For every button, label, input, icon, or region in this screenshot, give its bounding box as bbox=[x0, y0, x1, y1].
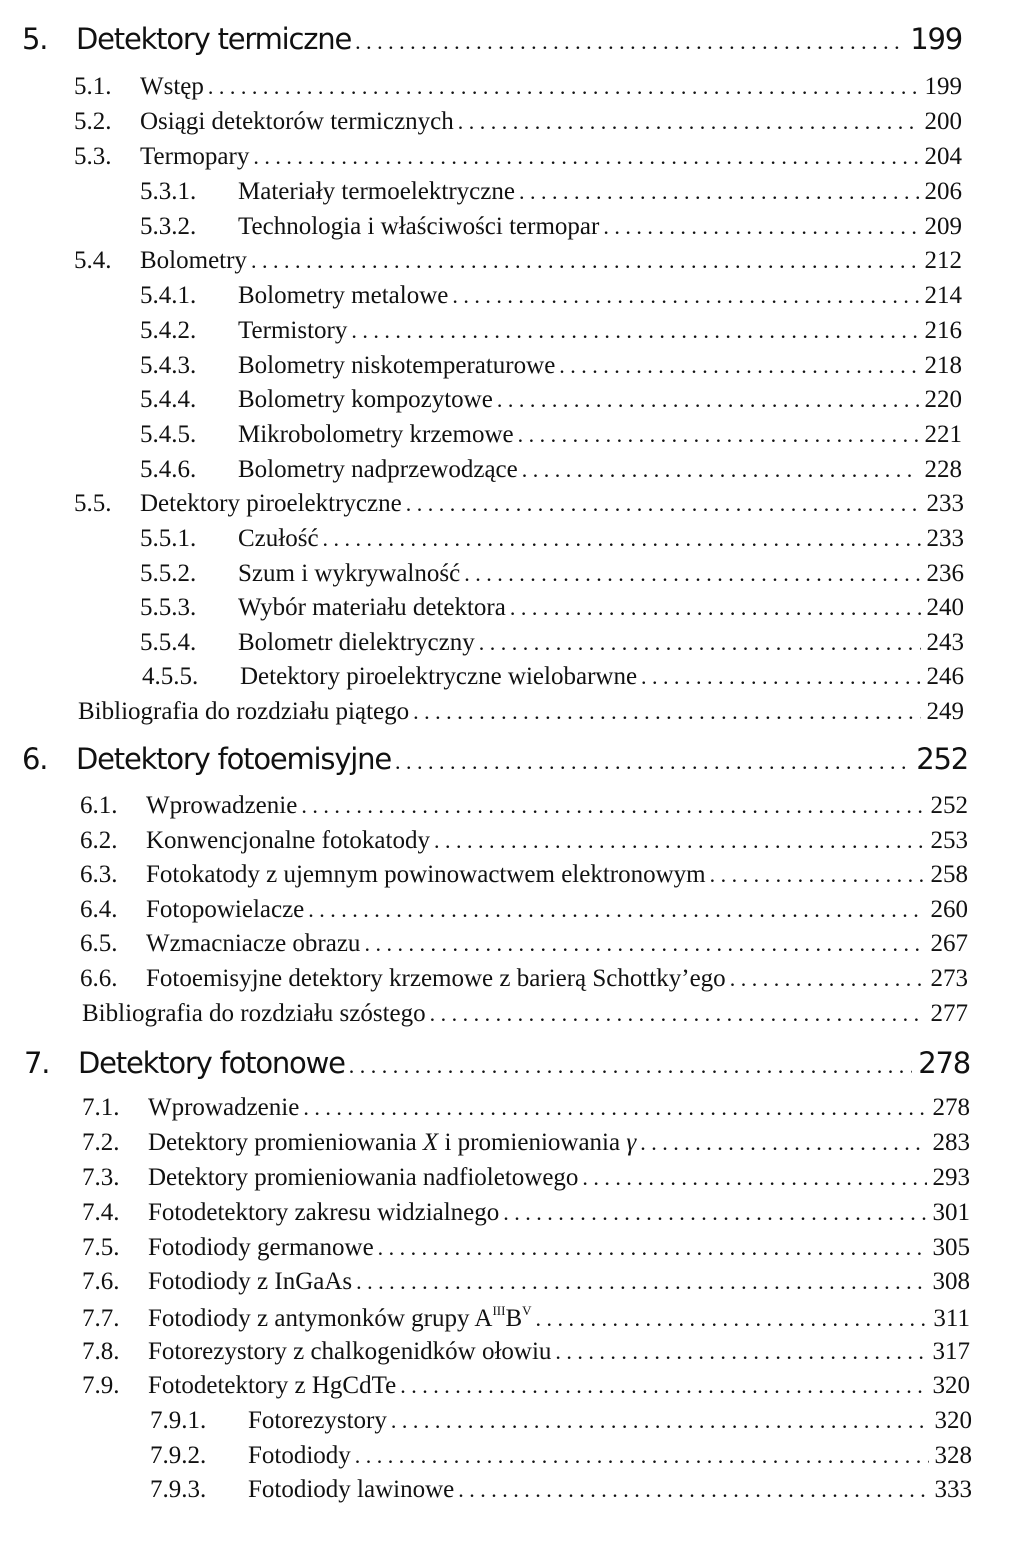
dot-leader bbox=[364, 930, 924, 958]
chapter-page: 199 bbox=[910, 22, 962, 56]
dot-leader bbox=[640, 1129, 926, 1157]
chapter-title: Detektory fotoemisyjne bbox=[76, 742, 391, 776]
entry-title: Fotorezystory z chalkogenidków ołowiu bbox=[148, 1338, 552, 1365]
toc-entry[interactable] bbox=[74, 73, 962, 101]
entry-number: 5.5. bbox=[74, 490, 112, 517]
toc-entry[interactable] bbox=[80, 896, 968, 924]
dot-leader bbox=[503, 1199, 926, 1227]
toc-entry[interactable] bbox=[74, 143, 962, 171]
entry-title: Wzmacniacze obrazu bbox=[146, 930, 361, 957]
dot-leader bbox=[301, 792, 924, 820]
entry-number: 5.1. bbox=[74, 73, 112, 100]
entry-page: 233 bbox=[926, 525, 964, 552]
toc-entry[interactable] bbox=[140, 178, 962, 206]
entry-page: 218 bbox=[924, 352, 962, 379]
title-symbol-gamma: γ bbox=[626, 1129, 637, 1156]
entry-page: 249 bbox=[926, 698, 964, 725]
dot-leader bbox=[710, 861, 925, 889]
toc-entry[interactable] bbox=[140, 456, 962, 484]
entry-title bbox=[148, 1129, 636, 1157]
entry-page: 236 bbox=[926, 560, 964, 587]
entry-title: Fotoemisyjne detektory krzemowe z barierą Schottky’ego bbox=[146, 965, 726, 992]
toc-entry[interactable] bbox=[82, 1164, 970, 1192]
entry-page: 320 bbox=[932, 1372, 970, 1399]
entry-title: Termistory bbox=[238, 317, 348, 344]
entry-number: 5.3.2. bbox=[140, 213, 197, 240]
entry-title: Fotopowielacze bbox=[146, 896, 305, 923]
entry-page: 333 bbox=[934, 1476, 972, 1503]
chapter-page: 252 bbox=[916, 742, 968, 776]
entry-number: 5.5.3. bbox=[140, 594, 197, 621]
entry-title: Bolometr dielektryczny bbox=[238, 629, 475, 656]
entry-page: 311 bbox=[933, 1305, 970, 1332]
chapter-title: Detektory termiczne bbox=[76, 22, 352, 56]
entry-number: 5.4.5. bbox=[140, 421, 197, 448]
entry-number: 5.5.2. bbox=[140, 560, 197, 587]
entry-number: 5.2. bbox=[74, 108, 112, 135]
dot-leader bbox=[479, 629, 921, 657]
toc-entry[interactable] bbox=[82, 1372, 970, 1400]
entry-number: 7.9.3. bbox=[150, 1476, 207, 1503]
dot-leader bbox=[555, 1338, 926, 1366]
entry-title: Bibliografia do rozdziału piątego bbox=[78, 698, 410, 725]
toc-entry[interactable] bbox=[74, 247, 962, 275]
entry-title bbox=[148, 1303, 532, 1333]
entry-page: 320 bbox=[934, 1407, 972, 1434]
entry-page: 233 bbox=[926, 490, 964, 517]
dot-leader bbox=[518, 421, 919, 449]
toc-entry[interactable] bbox=[140, 282, 962, 310]
dot-leader bbox=[400, 1372, 926, 1400]
chapter-number: 5. bbox=[22, 22, 48, 56]
toc-entry[interactable] bbox=[80, 861, 968, 889]
entry-title: Wprowadzenie bbox=[148, 1094, 300, 1121]
entry-number: 5.4.3. bbox=[140, 352, 197, 379]
entry-page: 277 bbox=[930, 1000, 968, 1027]
toc-entry[interactable] bbox=[150, 1407, 972, 1435]
entry-number: 6.4. bbox=[80, 896, 118, 923]
entry-title: Fotorezystory bbox=[248, 1407, 387, 1434]
entry-title: Konwencjonalne fotokatody bbox=[146, 827, 430, 854]
toc-entry[interactable] bbox=[150, 1476, 972, 1504]
entry-title: Bolometry metalowe bbox=[238, 282, 449, 309]
dot-leader bbox=[641, 663, 920, 691]
dot-leader bbox=[349, 1046, 912, 1080]
dot-leader bbox=[510, 594, 921, 622]
superscript: V bbox=[522, 1303, 532, 1318]
toc-chapter-6[interactable] bbox=[22, 742, 968, 776]
title-part: i promieniowania bbox=[438, 1129, 627, 1156]
entry-number: 7.9.2. bbox=[150, 1442, 207, 1469]
toc-entry[interactable] bbox=[82, 1129, 970, 1157]
entry-number: 4.5.5. bbox=[142, 663, 199, 690]
entry-number: 5.5.1. bbox=[140, 525, 197, 552]
entry-title: Bolometry kompozytowe bbox=[238, 386, 493, 413]
entry-page: 216 bbox=[924, 317, 962, 344]
dot-leader bbox=[430, 1000, 925, 1028]
dot-leader bbox=[355, 22, 904, 56]
entry-number: 5.3. bbox=[74, 143, 112, 170]
dot-leader bbox=[730, 965, 925, 993]
entry-title: Bolometry nadprzewodzące bbox=[238, 456, 518, 483]
entry-number: 7.9.1. bbox=[150, 1407, 207, 1434]
dot-leader bbox=[434, 827, 925, 855]
toc-entry[interactable] bbox=[140, 317, 962, 345]
entry-title: Fotodiody lawinowe bbox=[248, 1476, 455, 1503]
dot-leader bbox=[582, 1164, 926, 1192]
toc-chapter-5[interactable] bbox=[22, 22, 962, 56]
dot-leader bbox=[323, 525, 921, 553]
superscript: III bbox=[492, 1303, 506, 1318]
entry-page: 200 bbox=[924, 108, 962, 135]
dot-leader bbox=[497, 386, 919, 414]
entry-page: 328 bbox=[934, 1442, 972, 1469]
entry-title: Osiągi detektorów termicznych bbox=[140, 108, 454, 135]
entry-number: 7.6. bbox=[82, 1268, 120, 1295]
entry-page: 253 bbox=[930, 827, 968, 854]
chapter-number: 6. bbox=[22, 742, 48, 776]
entry-number: 5.4.1. bbox=[140, 282, 197, 309]
dot-leader bbox=[406, 490, 921, 518]
toc-entry[interactable] bbox=[74, 490, 964, 518]
entry-number: 7.4. bbox=[82, 1199, 120, 1226]
entry-page: 260 bbox=[930, 896, 968, 923]
entry-page: 204 bbox=[924, 143, 962, 170]
toc-entry[interactable] bbox=[140, 386, 962, 414]
entry-page: 209 bbox=[924, 213, 962, 240]
toc-entry[interactable] bbox=[82, 1199, 970, 1227]
toc-entry[interactable] bbox=[140, 629, 964, 657]
entry-title: Bibliografia do rozdziału szóstego bbox=[82, 1000, 426, 1027]
dot-leader bbox=[391, 1407, 929, 1435]
entry-page: 293 bbox=[932, 1164, 970, 1191]
entry-number: 6.5. bbox=[80, 930, 118, 957]
chapter-title: Detektory fotonowe bbox=[78, 1046, 345, 1080]
dot-leader bbox=[351, 317, 918, 345]
dot-leader bbox=[356, 1268, 926, 1296]
dot-leader bbox=[536, 1305, 928, 1333]
entry-page: 221 bbox=[924, 421, 962, 448]
title-part: B bbox=[505, 1305, 523, 1332]
entry-page: 273 bbox=[930, 965, 968, 992]
entry-page: 317 bbox=[932, 1338, 970, 1365]
entry-number: 6.1. bbox=[80, 792, 118, 819]
entry-number: 5.4.4. bbox=[140, 386, 197, 413]
title-part: Fotodiody z antymonków grupy A bbox=[148, 1305, 493, 1332]
dot-leader bbox=[308, 896, 924, 924]
entry-title: Fotodetektory zakresu widzialnego bbox=[148, 1199, 500, 1226]
entry-page: 199 bbox=[924, 73, 962, 100]
entry-page: 301 bbox=[932, 1199, 970, 1226]
entry-title: Fotokatody z ujemnym powinowactwem elektronowym bbox=[146, 861, 706, 888]
dot-leader bbox=[458, 1476, 928, 1504]
entry-page: 243 bbox=[926, 629, 964, 656]
entry-title: Detektory piroelektryczne bbox=[140, 490, 402, 517]
entry-page: 283 bbox=[932, 1129, 970, 1156]
entry-number: 7.1. bbox=[82, 1094, 120, 1121]
entry-title: Wstęp bbox=[140, 73, 204, 100]
entry-title: Fotodetektory z HgCdTe bbox=[148, 1372, 397, 1399]
dot-leader bbox=[208, 73, 919, 101]
entry-page: 258 bbox=[930, 861, 968, 888]
toc-entry[interactable] bbox=[140, 213, 962, 241]
entry-title: Bolometry niskotemperaturowe bbox=[238, 352, 556, 379]
toc-entry[interactable] bbox=[150, 1442, 972, 1470]
dot-leader bbox=[559, 352, 918, 380]
toc-entry[interactable] bbox=[142, 663, 964, 691]
entry-number: 6.2. bbox=[80, 827, 118, 854]
chapter-number: 7. bbox=[24, 1046, 50, 1080]
entry-title: Termopary bbox=[140, 143, 250, 170]
dot-leader bbox=[253, 143, 918, 171]
entry-page: 206 bbox=[924, 178, 962, 205]
entry-page: 228 bbox=[924, 456, 962, 483]
entry-page: 267 bbox=[930, 930, 968, 957]
dot-leader bbox=[522, 456, 919, 484]
toc-entry[interactable] bbox=[82, 1094, 970, 1122]
toc-entry[interactable] bbox=[140, 560, 964, 588]
entry-number: 5.4.2. bbox=[140, 317, 197, 344]
toc-entry[interactable] bbox=[82, 1303, 970, 1333]
dot-leader bbox=[395, 742, 910, 776]
entry-page: 305 bbox=[932, 1234, 970, 1261]
entry-page: 252 bbox=[930, 792, 968, 819]
toc-entry[interactable] bbox=[80, 792, 968, 820]
dot-leader bbox=[603, 213, 918, 241]
toc-entry[interactable] bbox=[82, 1234, 970, 1262]
toc-entry[interactable] bbox=[82, 1268, 970, 1296]
entry-title: Fotodiody bbox=[248, 1442, 351, 1469]
entry-title: Detektory promieniowania nadfioletowego bbox=[148, 1164, 579, 1191]
dot-leader bbox=[464, 560, 920, 588]
toc-entry[interactable] bbox=[140, 421, 962, 449]
entry-page: 240 bbox=[926, 594, 964, 621]
toc-entry[interactable] bbox=[80, 965, 968, 993]
dot-leader bbox=[519, 178, 919, 206]
dot-leader bbox=[458, 108, 919, 136]
entry-number: 6.6. bbox=[80, 965, 118, 992]
toc-bibliography[interactable] bbox=[82, 1000, 968, 1028]
toc-entry[interactable] bbox=[82, 1338, 970, 1366]
entry-title: Mikrobolometry krzemowe bbox=[238, 421, 514, 448]
entry-title: Detektory piroelektryczne wielobarwne bbox=[240, 663, 638, 690]
entry-page: 214 bbox=[924, 282, 962, 309]
toc-bibliography[interactable] bbox=[78, 698, 964, 726]
dot-leader bbox=[378, 1234, 927, 1262]
toc-entry[interactable] bbox=[80, 827, 968, 855]
entry-page: 212 bbox=[924, 247, 962, 274]
entry-number: 5.4. bbox=[74, 247, 112, 274]
entry-page: 308 bbox=[932, 1268, 970, 1295]
entry-number: 5.3.1. bbox=[140, 178, 197, 205]
dot-leader bbox=[452, 282, 918, 310]
dot-leader bbox=[303, 1094, 926, 1122]
dot-leader bbox=[413, 698, 920, 726]
dot-leader bbox=[251, 247, 919, 275]
entry-number: 7.9. bbox=[82, 1372, 120, 1399]
toc-entry[interactable] bbox=[74, 108, 962, 136]
entry-title: Technologia i właściwości termopar bbox=[238, 213, 600, 240]
toc-entry[interactable] bbox=[140, 352, 962, 380]
entry-number: 7.7. bbox=[82, 1305, 120, 1332]
entry-number: 7.3. bbox=[82, 1164, 120, 1191]
entry-title: Fotodiody germanowe bbox=[148, 1234, 374, 1261]
entry-number: 7.5. bbox=[82, 1234, 120, 1261]
entry-number: 5.5.4. bbox=[140, 629, 197, 656]
entry-number: 6.3. bbox=[80, 861, 118, 888]
toc-entry[interactable] bbox=[140, 594, 964, 622]
entry-title: Fotodiody z InGaAs bbox=[148, 1268, 353, 1295]
entry-title: Wprowadzenie bbox=[146, 792, 298, 819]
entry-page: 220 bbox=[924, 386, 962, 413]
entry-number: 5.4.6. bbox=[140, 456, 197, 483]
entry-page: 278 bbox=[932, 1094, 970, 1121]
entry-title: Szum i wykrywalność bbox=[238, 560, 461, 587]
entry-number: 7.2. bbox=[82, 1129, 120, 1156]
entry-title: Wybór materiału detektora bbox=[238, 594, 506, 621]
entry-title: Bolometry bbox=[140, 247, 247, 274]
entry-number: 7.8. bbox=[82, 1338, 120, 1365]
toc-entry[interactable] bbox=[80, 930, 968, 958]
title-symbol-x: X bbox=[422, 1129, 439, 1156]
toc-entry[interactable] bbox=[140, 525, 964, 553]
entry-title: Czułość bbox=[238, 525, 319, 552]
entry-page: 246 bbox=[926, 663, 964, 690]
dot-leader bbox=[355, 1442, 929, 1470]
toc-chapter-7[interactable] bbox=[24, 1046, 970, 1080]
chapter-page: 278 bbox=[918, 1046, 970, 1080]
title-part: Detektory promieniowania bbox=[148, 1129, 423, 1156]
entry-title: Materiały termoelektryczne bbox=[238, 178, 515, 205]
